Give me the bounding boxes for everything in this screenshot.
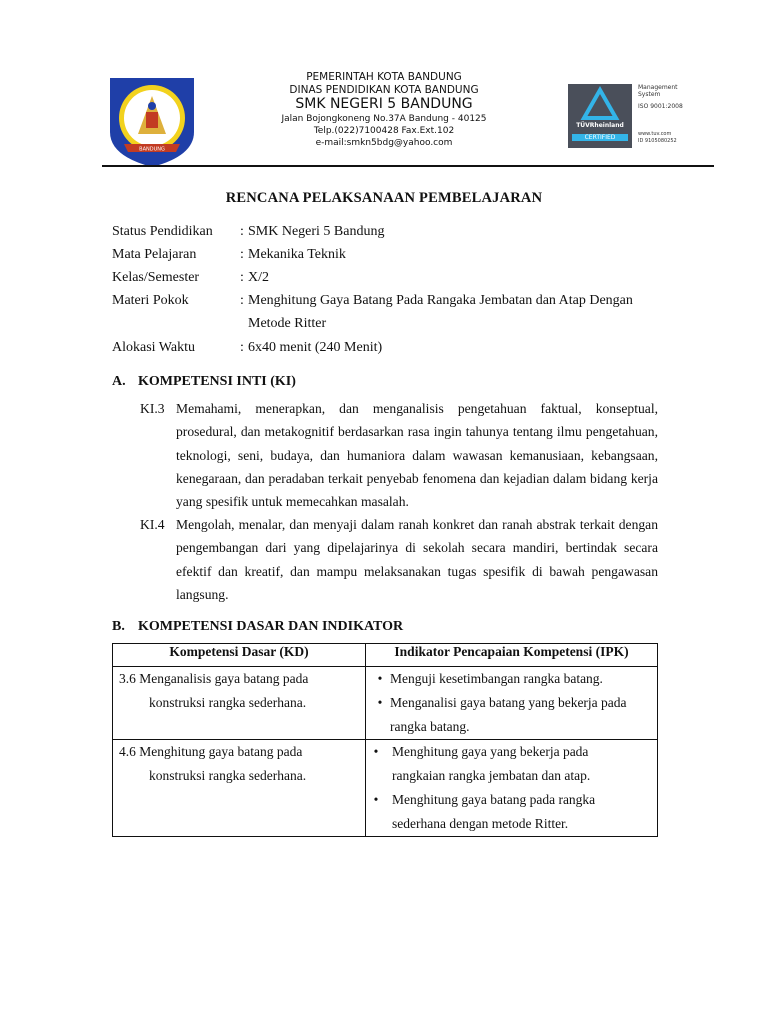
section-b-title: KOMPETENSI DASAR DAN INDIKATOR [138, 619, 404, 634]
status-label: Status Pendidikan [112, 224, 213, 239]
alokasi-value: 6x40 menit (240 Menit) [248, 340, 383, 355]
ipk-cell [366, 667, 658, 740]
ipk-text: Menganalisi gaya batang yang bekerja pada [390, 695, 627, 710]
school-email: e-mail:smkn5bdg@yahoo.com [315, 138, 453, 148]
kd-line-1: 3.6 Menganalisis gaya batang pada [119, 671, 309, 686]
table-row [113, 740, 658, 837]
ki3-code: KI.3 [140, 401, 165, 416]
ipk-cell [366, 740, 658, 837]
kd-line-2: konstruksi rangka sederhana. [149, 695, 307, 710]
kelas-colon: : [240, 270, 244, 285]
school-logo [102, 70, 202, 170]
management-system: Management System [638, 84, 678, 98]
header-line-1: PEMERINTAH KOTA BANDUNG [306, 71, 462, 83]
bullet-dot: • [373, 792, 379, 807]
kd-line-1: 4.6 Menghitung gaya batang pada [119, 744, 303, 759]
ipk-text-cont: rangkaian rangka jembatan dan atap. [392, 768, 591, 783]
mapel-value: Mekanika Teknik [248, 247, 346, 262]
ipk-text: Menghitung gaya yang bekerja pada [392, 744, 589, 759]
ki4-text: Mengolah, menalar, dan menyaji dalam ranah konkret dan ranah abstrak terkait dengan pengembangan dari yang dipelajarinya di sekolah secara mandiri, bertindak secara efektif dan kreatif, dan mampu melaksanakan tugas spesifik di bawah pengawasan langsung. [176, 517, 658, 602]
ipk-text-cont: rangka batang. [390, 719, 470, 734]
section-b-letter: B. [112, 619, 125, 634]
ipk-item [366, 788, 657, 812]
tuv-url: www.tuv.com [638, 131, 672, 137]
school-phone: Telp.(022)7100428 Fax.Ext.102 [313, 126, 455, 136]
bullet-dot: • [377, 695, 383, 710]
table-row [113, 667, 658, 740]
materi-value-2: Metode Ritter [248, 316, 327, 331]
cert-id: ID 9105080252 [638, 138, 677, 144]
section-a-letter: A. [112, 374, 126, 389]
alokasi-colon: : [240, 340, 244, 355]
header-divider [102, 165, 714, 167]
ipk-item [366, 691, 657, 715]
certified-label: CERTIFIED [572, 134, 628, 141]
kd-cell [113, 740, 366, 837]
mapel-label: Mata Pelajaran [112, 247, 197, 262]
ki3-text: Memahami, menerapkan, dan menganalisis pengetahuan faktual, konseptual, prosedural, dan metakognitif berdasarkan rasa ingin tahunya tentang ilmu pengetahuan, teknologi, seni, budaya, dan humaniora dalam wawasan kemanusiaan, kebangsaan, kenegaraan, dan peradaban terkait penyebab fenomena dan kejadian dalam bidang kerja yang spesifik untuk memecahkan masalah. [176, 401, 658, 510]
bullet-dot: • [377, 671, 383, 686]
ipk-text: Menguji kesetimbangan rangka batang. [390, 671, 603, 686]
school-name: SMK NEGERI 5 BANDUNG [295, 96, 473, 112]
col-ipk-header: Indikator Pencapaian Kompetensi (IPK) [366, 644, 658, 667]
status-colon: : [240, 224, 244, 239]
ipk-text-cont: sederhana dengan metode Ritter. [392, 816, 569, 831]
alokasi-label: Alokasi Waktu [112, 340, 195, 355]
col-kd-header: Kompetensi Dasar (KD) [113, 644, 366, 667]
kd-cell [113, 667, 366, 740]
mapel-colon: : [240, 247, 244, 262]
materi-colon: : [240, 293, 244, 308]
tuv-brand: TÜVRheinland [576, 122, 624, 129]
section-a-title: KOMPETENSI INTI (KI) [138, 374, 296, 389]
header-line-2: DINAS PENDIDIKAN KOTA BANDUNG [289, 84, 479, 96]
table-header-row [113, 644, 658, 667]
kelas-label: Kelas/Semester [112, 270, 200, 285]
competency-table [112, 643, 658, 837]
ipk-text: Menghitung gaya batang pada rangka [392, 792, 596, 807]
ipk-item [366, 667, 657, 691]
kelas-value: X/2 [248, 270, 269, 285]
logo-text: BANDUNG [139, 146, 165, 153]
bullet-dot: • [373, 744, 379, 759]
materi-label: Materi Pokok [112, 293, 189, 308]
status-value: SMK Negeri 5 Bandung [248, 224, 385, 239]
tuv-logo-block [568, 84, 632, 148]
kd-line-2: konstruksi rangka sederhana. [149, 768, 307, 783]
ipk-item [366, 740, 657, 764]
certification-badge [568, 84, 698, 150]
materi-value-1: Menghitung Gaya Batang Pada Rangaka Jembatan dan Atap Dengan [248, 293, 633, 308]
ki4-code: KI.4 [140, 517, 165, 532]
document-title: RENCANA PELAKSANAAN PEMBELAJARAN [225, 190, 543, 206]
iso-label: ISO 9001:2008 [638, 103, 683, 110]
school-address: Jalan Bojongkoneng No.37A Bandung - 40125 [281, 114, 487, 124]
